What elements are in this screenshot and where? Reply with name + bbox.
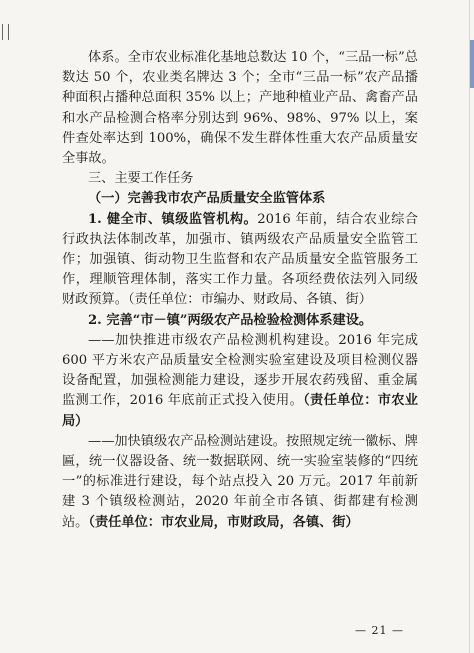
town-testing-body: ——加快镇级农产品检测站建设。按照规定统一徽标、牌匾，统一仪器设备、统一数据联网、统一实验室装修的“四统一”的标准进行建设，每个站点投入 20 万元。2017 年前新建 3 个镇级检测站，2020 年前全市各镇、街都建有检测站。 <box>62 433 418 530</box>
paragraph-regulatory-agencies <box>62 210 418 311</box>
paragraph-city-testing-agency <box>62 331 418 432</box>
page-edge-line <box>469 0 470 653</box>
item-title-regulatory-agencies: 1. 健全市、镇级监管机构。 <box>88 211 258 227</box>
city-testing-responsibility: （责任单位：市农业局） <box>62 393 418 429</box>
binding-mark <box>2 24 9 40</box>
item-body-regulatory-agencies: 2016 年前，结合农业综合行政执法体制改革，加强市、镇两级农产品质量安全监管工作；加强镇、街动物卫生监督和农产品质量安全监管服务工作，理顺管理体制，落实工作力量。各项经费依法列入同级财政预算。（责任单位：市编办、财政局、各镇、街） <box>62 211 418 308</box>
paragraph-goals: 体系。全市农业标准化基地总数达 10 个，“三品一标”总数达 50 个，农业类名牌达 3 个；全市“三品一标”农产品播种面积占播种总面积 35% 以上；产地种植业产品、禽畜产品和水产品检测合格率分别达到 96%、98%、97% 以上，案件查处率达到 100%，确保不发生群体性重大农产品质量安全事故。 <box>62 50 418 167</box>
document-body <box>62 48 418 533</box>
town-testing-responsibility: （责任单位：市农业局，市财政局，各镇、街） <box>88 514 359 530</box>
section-heading-main-tasks: 三、主要工作任务 <box>88 171 194 187</box>
subsection-heading-supervision-system: （一）完善我市农产品质量安全监管体系 <box>88 191 326 207</box>
paragraph-town-testing-stations <box>62 432 418 533</box>
page-number: — 21 — <box>355 624 404 637</box>
item-title-testing-system: 2. 完善“市－镇”两级农产品检验检测体系建设。 <box>88 312 373 328</box>
city-testing-body: ——加快推进市级农产品检测机构建设。2016 年完成 600 平方米农产品质量安全检测实验室建设及项目检测仪器设备配置，加强检测能力建设，逐步开展农药残留、重金属监测工作，2016 年底前正式投入使用。 <box>62 332 418 409</box>
page-edge-tab <box>470 40 474 88</box>
